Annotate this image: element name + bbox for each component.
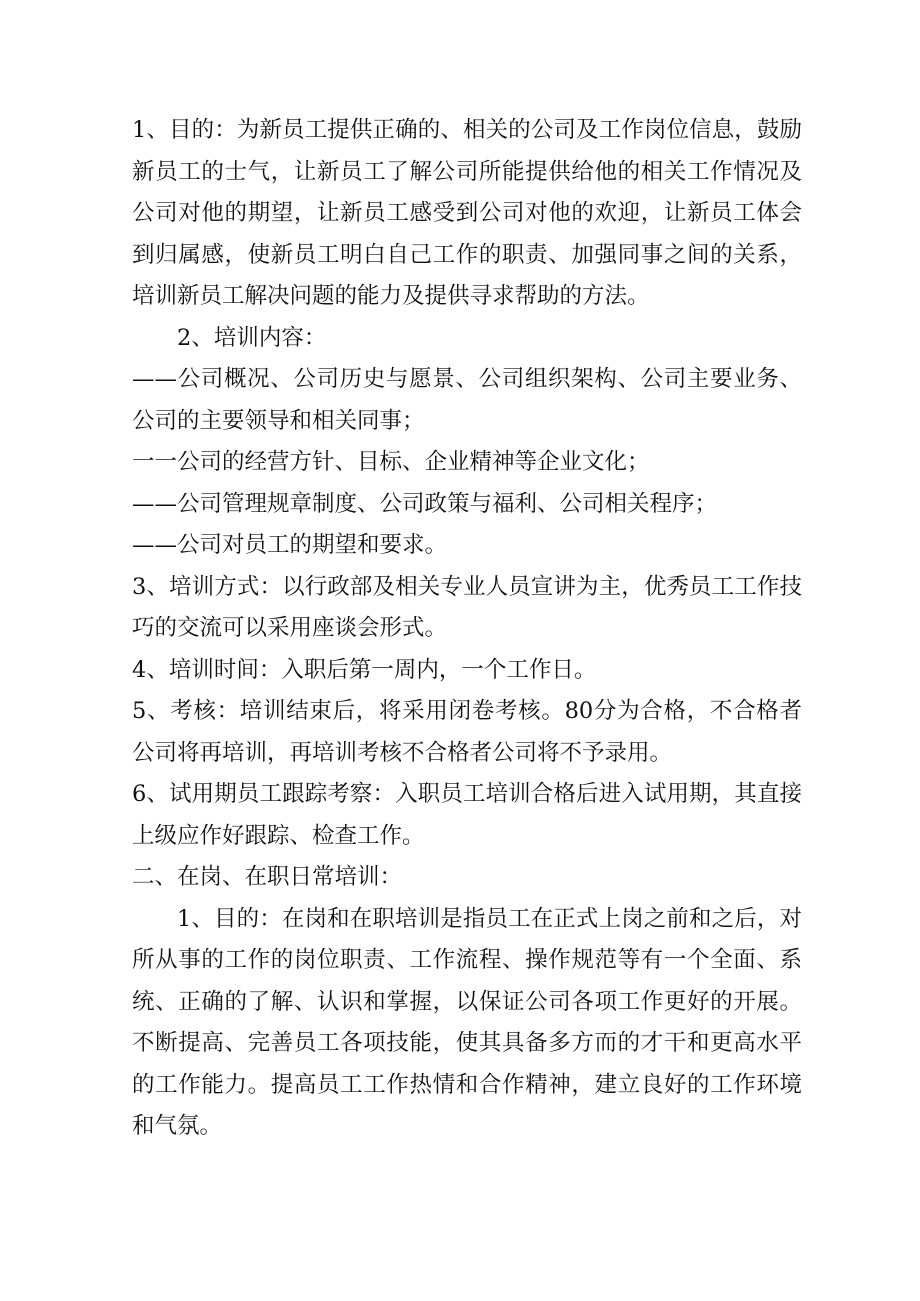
paragraph-assessment: 5、考核：培训结束后，将采用闭卷考核。80分为合格，不合格者公司将再培训，再培训考核不合格者公司将不予录用。: [132, 698, 802, 766]
paragraph-method: 3、培训方式：以行政部及相关专业人员宣讲为主，优秀员工工作技巧的交流可以采用座谈会形式。: [132, 573, 802, 641]
paragraph-section-two-purpose: 1、目的：在岗和在职培训是指员工在正式上岗之前和之后，对所从事的工作的岗位职责、工作流程、操作规范等有一个全面、系统、正确的了解、认识和掌握，以保证公司各项工作更好的开展。不断提高、完善员工各项技能，使其具备多方而的才干和更高水平的工作能力。提高员工工作热情和合作精神，建立良好的工作环境和气氛。: [132, 905, 802, 1139]
paragraph-content-item-3: ——公司管理规章制度、公司政策与福利、公司相关程序；: [132, 490, 718, 517]
paragraph-time: 4、培训时间：入职后第一周内，一个工作日。: [132, 656, 597, 683]
paragraph-content-item-1: ——公司概况、公司历史与愿景、公司组织架构、公司主要业务、公司的主要领导和相关同事；: [132, 366, 802, 434]
paragraph-purpose: 1、目的：为新员工提供正确的、相关的公司及工作岗位信息，鼓励新员工的士气，让新员工了解公司所能提供给他的相关工作情况及公司对他的期望，让新员工感受到公司对他的欢迎，让新员工体会到归属感，使新员工明白自己工作的职责、加强同事之间的关系，培训新员工解决问题的能力及提供寻求帮助的方法。: [132, 117, 802, 309]
paragraph-probation: 6、试用期员工跟踪考察：入职员工培训合格后进入试用期，其直接上级应作好跟踪、检查工作。: [132, 781, 802, 849]
document-body: [132, 110, 802, 1148]
paragraph-content-item-2: 一一公司的经营方针、目标、企业精神等企业文化；: [132, 449, 650, 475]
paragraph-content-item-4: ——公司对员工的期望和要求。: [132, 532, 448, 558]
paragraph-content-heading: 2、培训内容：: [177, 324, 327, 351]
section-two-heading: 二、在岗、在职日常培训：: [132, 864, 403, 890]
